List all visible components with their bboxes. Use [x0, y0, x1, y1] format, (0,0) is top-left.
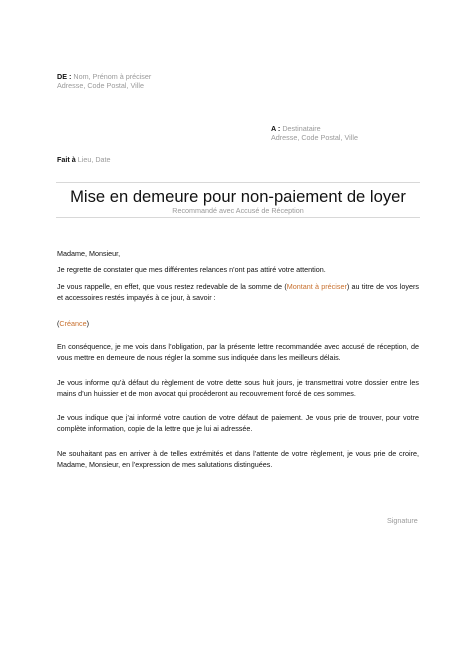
recipient-address-placeholder: Adresse, Code Postal, Ville	[271, 133, 358, 142]
paragraph-mise-en-demeure: En conséquence, je me vois dans l’obligation, par la présente lettre recommandée avec accusé de réception, de vous mettre en demeure de nous régler la somme sus indiquée dans les meilleurs délais.	[57, 342, 419, 362]
claim-line	[57, 318, 419, 329]
sender-name-placeholder: Nom, Prénom à préciser	[73, 72, 152, 81]
amount-placeholder: Montant à préciser	[286, 282, 347, 291]
sender-label: DE :	[57, 72, 72, 81]
place-date-line	[57, 155, 111, 164]
sender-name-line	[57, 72, 151, 81]
claim-placeholder: Créance	[59, 319, 87, 328]
place-date-label: Fait à	[57, 155, 76, 164]
paragraph-amount-due	[57, 281, 419, 303]
claim-close-paren: )	[86, 319, 89, 328]
place-date-placeholder: Lieu, Date	[77, 155, 111, 164]
claim-open-paren: (	[57, 319, 60, 328]
title-bottom-rule	[56, 217, 420, 218]
letter-subtitle: Recommandé avec Accusé de Réception	[172, 206, 304, 215]
signature-placeholder: Signature	[387, 516, 418, 525]
sender-address-placeholder: Adresse, Code Postal, Ville	[57, 81, 144, 90]
recipient-name-placeholder: Destinataire	[282, 124, 321, 133]
recipient-name-line	[271, 124, 321, 133]
salutation: Madame, Monsieur,	[57, 249, 121, 258]
title-top-rule	[56, 182, 420, 183]
amount-text-after: ) au titre de vos loyers et accessoires restés impayés à ce jour, à savoir :	[57, 282, 419, 302]
paragraph-caution: Je vous indique que j’ai informé votre caution de votre défaut de paiement. Je vous prie de trouver, pour votre complète information, copie de la lettre que je lui ai adressée.	[57, 413, 419, 433]
recipient-label: A :	[271, 124, 281, 133]
letter-title: Mise en demeure pour non-paiement de loyer	[70, 187, 406, 206]
amount-text-before: Je vous rappelle, en effet, que vous restez redevable de la somme de (	[57, 282, 287, 291]
paragraph-relances: Je regrette de constater que mes différentes relances n’ont pas attiré votre attention.	[57, 265, 326, 274]
paragraph-huissier: Je vous informe qu’à défaut du règlement de votre dette sous huit jours, je transmettrai votre dossier entre les mains d’un huissier et de mon avocat qui procéderont au recouvrement forcé de ces sommes.	[57, 378, 419, 398]
paragraph-closing: Ne souhaitant pas en arriver à de telles extrémités et dans l’attente de votre règlement, je vous prie de croire, Madame, Monsieur, en l’expression de mes salutations distinguées.	[57, 449, 419, 469]
